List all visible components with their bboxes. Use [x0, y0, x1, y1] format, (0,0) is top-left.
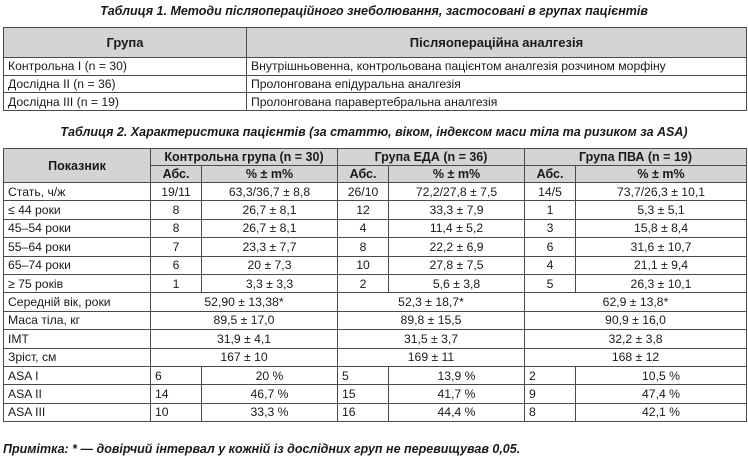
percent-subheader: % ± m% — [389, 166, 525, 183]
value-cell: 2 — [338, 274, 389, 292]
value-cell: 14 — [151, 385, 202, 403]
analgesia-header: Післяопераційна аналгезія — [247, 28, 747, 58]
value-cell: 23,3 ± 7,7 — [202, 238, 338, 256]
indicator-cell: Стать, ч/ж — [4, 183, 151, 201]
table-row — [4, 385, 747, 403]
group-header: Група — [4, 28, 247, 58]
table-row — [4, 403, 747, 421]
table-row — [4, 330, 747, 348]
value-cell: 47,4 % — [576, 385, 747, 403]
value-cell: 31,9 ± 4,1 — [151, 330, 338, 348]
indicator-cell: Зріст, см — [4, 348, 151, 366]
group-cell: Дослідна II (n = 36) — [4, 75, 247, 93]
value-cell: 4 — [338, 219, 389, 237]
group-cell: Контрольна I (n = 30) — [4, 58, 247, 76]
value-cell: 5 — [338, 366, 389, 384]
value-cell: 5 — [525, 274, 576, 292]
value-cell: 89,5 ± 17,0 — [151, 311, 338, 329]
indicator-cell: ASA I — [4, 366, 151, 384]
value-cell: 10,5 % — [576, 366, 747, 384]
table-row — [4, 256, 747, 274]
value-cell: 20 % — [202, 366, 338, 384]
value-cell: 46,7 % — [202, 385, 338, 403]
control-group-header: Контрольна група (n = 30) — [151, 149, 338, 166]
value-cell: 32,2 ± 3,8 — [525, 330, 747, 348]
indicator-header: Показник — [4, 149, 151, 183]
analgesia-cell: Внутрішньовенна, контрольована пацієнтом аналгезія розчином морфіну — [247, 58, 747, 76]
percent-subheader: % ± m% — [576, 166, 747, 183]
table-header-row — [4, 149, 747, 166]
table2-caption: Таблиця 2. Характеристика пацієнтів (за статтю, віком, індексом маси тіла та ризиком за ASA) — [60, 125, 688, 139]
table-row — [4, 238, 747, 256]
indicator-cell: 45–54 роки — [4, 219, 151, 237]
value-cell: 27,8 ± 7,5 — [389, 256, 525, 274]
value-cell: 3 — [525, 219, 576, 237]
indicator-cell: ІМТ — [4, 330, 151, 348]
value-cell: 9 — [525, 385, 576, 403]
value-cell: 33,3 % — [202, 403, 338, 421]
table-header-row — [4, 28, 747, 58]
patients-table — [3, 148, 747, 422]
value-cell: 3,3 ± 3,3 — [202, 274, 338, 292]
value-cell: 26,7 ± 8,1 — [202, 219, 338, 237]
table-row — [4, 219, 747, 237]
value-cell: 26/10 — [338, 183, 389, 201]
indicator-cell: 55–64 роки — [4, 238, 151, 256]
value-cell: 168 ± 12 — [525, 348, 747, 366]
value-cell: 16 — [338, 403, 389, 421]
value-cell: 44,4 % — [389, 403, 525, 421]
methods-table — [3, 27, 747, 111]
table-row — [4, 293, 747, 311]
value-cell: 89,8 ± 15,5 — [338, 311, 525, 329]
indicator-cell: ≥ 75 років — [4, 274, 151, 292]
value-cell: 52,3 ± 18,7* — [338, 293, 525, 311]
value-cell: 15 — [338, 385, 389, 403]
value-cell: 31,5 ± 3,7 — [338, 330, 525, 348]
abs-subheader: Абс. — [338, 166, 389, 183]
value-cell: 169 ± 11 — [338, 348, 525, 366]
table-row — [4, 93, 747, 111]
group-cell: Дослідна III (n = 19) — [4, 93, 247, 111]
value-cell: 5,6 ± 3,8 — [389, 274, 525, 292]
value-cell: 13,9 % — [389, 366, 525, 384]
indicator-cell: ASA II — [4, 385, 151, 403]
indicator-cell: Маса тіла, кг — [4, 311, 151, 329]
indicator-cell: 65–74 роки — [4, 256, 151, 274]
value-cell: 21,1 ± 9,4 — [576, 256, 747, 274]
value-cell: 10 — [151, 403, 202, 421]
value-cell: 41,7 % — [389, 385, 525, 403]
analgesia-cell: Пролонгована епідуральна аналгезія — [247, 75, 747, 93]
indicator-cell: Середній вік, роки — [4, 293, 151, 311]
value-cell: 63,3/36,7 ± 8,8 — [202, 183, 338, 201]
value-cell: 10 — [338, 256, 389, 274]
value-cell: 5,3 ± 5,1 — [576, 201, 747, 219]
value-cell: 1 — [525, 201, 576, 219]
value-cell: 6 — [151, 256, 202, 274]
value-cell: 26,3 ± 10,1 — [576, 274, 747, 292]
value-cell: 22,2 ± 6,9 — [389, 238, 525, 256]
value-cell: 167 ± 10 — [151, 348, 338, 366]
value-cell: 15,8 ± 8,4 — [576, 219, 747, 237]
value-cell: 8 — [525, 403, 576, 421]
value-cell: 6 — [525, 238, 576, 256]
value-cell: 62,9 ± 13,8* — [525, 293, 747, 311]
table1-caption: Таблиця 1. Методи післяопераційного знеболювання, застосовані в групах пацієнтів — [100, 4, 648, 18]
table-row — [4, 183, 747, 201]
value-cell: 11,4 ± 5,2 — [389, 219, 525, 237]
value-cell: 31,6 ± 10,7 — [576, 238, 747, 256]
value-cell: 73,7/26,3 ± 10,1 — [576, 183, 747, 201]
table-row — [4, 201, 747, 219]
value-cell: 2 — [525, 366, 576, 384]
value-cell: 90,9 ± 16,0 — [525, 311, 747, 329]
analgesia-cell: Пролонгована паравертебральна аналгезія — [247, 93, 747, 111]
value-cell: 8 — [151, 219, 202, 237]
footnote: Примітка: * — довірчий інтервал у кожній із дослідних груп не перевищував 0,05. — [3, 442, 521, 456]
table-row — [4, 348, 747, 366]
pva-group-header: Група ПВА (n = 19) — [525, 149, 747, 166]
table-row — [4, 75, 747, 93]
eda-group-header: Група ЕДА (n = 36) — [338, 149, 525, 166]
value-cell: 12 — [338, 201, 389, 219]
value-cell: 1 — [151, 274, 202, 292]
abs-subheader: Абс. — [525, 166, 576, 183]
value-cell: 8 — [151, 201, 202, 219]
value-cell: 72,2/27,8 ± 7,5 — [389, 183, 525, 201]
value-cell: 4 — [525, 256, 576, 274]
value-cell: 6 — [151, 366, 202, 384]
table-row — [4, 274, 747, 292]
indicator-cell: ASA III — [4, 403, 151, 421]
value-cell: 33,3 ± 7,9 — [389, 201, 525, 219]
value-cell: 14/5 — [525, 183, 576, 201]
table-row — [4, 58, 747, 76]
indicator-cell: ≤ 44 роки — [4, 201, 151, 219]
value-cell: 19/11 — [151, 183, 202, 201]
table-row — [4, 366, 747, 384]
value-cell: 52,90 ± 13,38* — [151, 293, 338, 311]
value-cell: 7 — [151, 238, 202, 256]
value-cell: 42,1 % — [576, 403, 747, 421]
abs-subheader: Абс. — [151, 166, 202, 183]
table-row — [4, 311, 747, 329]
value-cell: 26,7 ± 8,1 — [202, 201, 338, 219]
value-cell: 20 ± 7,3 — [202, 256, 338, 274]
value-cell: 8 — [338, 238, 389, 256]
percent-subheader: % ± m% — [202, 166, 338, 183]
